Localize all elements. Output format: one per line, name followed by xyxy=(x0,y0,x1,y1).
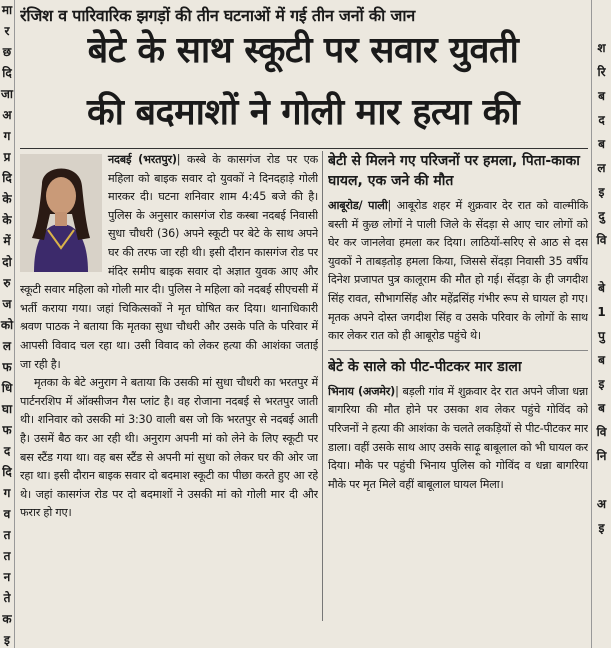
left-strip-char: जा xyxy=(0,87,13,101)
portrait-image xyxy=(20,154,102,272)
left-strip-char: ग xyxy=(3,129,11,143)
right-strip-char: इ xyxy=(598,377,605,391)
story2-text: आबूरोड शहर में शुक्रवार देर रात को वाल्मीकि बस्ती में कुछ लोगों ने पाली जिले के सेंदड़ा से आए चार लोगों को घेर कर जानलेवा हमला कर दिया। लाठियों-सरिए से आठ से दस युवकों ने ताबड़तोड़ हमला किया, जिससे सेंदड़ा निवासी 35 वर्षीय दिनेश प्रजापत पुत्र कालूराम की मौत हो गई। सेंदड़ा के ही जगदीश सिंह रावत, सौभागसिंह और महेंद्रसिंह गंभीर रूप से घायल हो गए। मृतक अपने दोस्त जगदीश सिंह व उसके परिवार के लोगों के साथ कार लेकर रात को ही आबूरोड पहुंचे थे। xyxy=(328,199,588,343)
right-strip-char: बे xyxy=(598,281,605,295)
column-divider xyxy=(322,151,323,621)
left-strip-char: न xyxy=(3,570,11,584)
left-strip-char: द xyxy=(3,444,11,458)
headline-line-2: की बदमाशों ने गोली मार हत्या की xyxy=(86,92,520,133)
right-strip-char: ब xyxy=(598,137,605,151)
right-strip-char: नि xyxy=(596,449,607,463)
left-strip-char: फ xyxy=(2,423,12,437)
kicker-line: रंजिश व पारिवारिक झगड़ों की तीन घटनाओं में गई तीन जनों की जान xyxy=(20,6,415,25)
left-strip-char: के xyxy=(2,213,12,227)
left-strip-char: ग xyxy=(3,486,11,500)
left-strip-char: व xyxy=(3,507,11,521)
headline-line-1: बेटे के साथ स्कूटी पर सवार युवती xyxy=(87,30,519,71)
left-strip-char: त xyxy=(3,549,11,563)
main-story-dateline: नदबई (भरतपुर) xyxy=(108,153,177,166)
right-strip-char: ल xyxy=(597,161,606,175)
story2-dateline: आबूरोड/ पाली xyxy=(328,199,388,212)
right-strip-char: वि xyxy=(596,425,607,439)
right-strip-char: द xyxy=(598,113,605,127)
left-strip-char: दि xyxy=(2,66,12,80)
right-strip-char: दु xyxy=(598,209,605,223)
right-strip-char xyxy=(592,468,611,492)
right-strip-char: श xyxy=(597,41,606,55)
left-strip-char: इ xyxy=(4,633,10,647)
left-strip-char: ते xyxy=(3,591,11,605)
right-strip-char: पु xyxy=(598,329,605,343)
right-strip-char: इ xyxy=(598,185,605,199)
main-story: नदबई (भरतपुर)| कस्बे के कासगंज रोड पर एक महिला को बाइक सवार दो युवकों ने दिनदहाड़े गोली मारकर दी। घटना शनिवार शाम 4:45 बजे की है। पुलिस के अनुसार कासगंज रोड कस्बा नदबई निवासी सुधा चौधरी (36) अपने स्कूटी पर बेटे के साथ अपने घर की तरफ जा रही थी। इसी दौरान कासगंज रोड पर मंदिर समीप बाइक सवार दो अज्ञात युवक आए और स्कूटी सवार महिला को गोली मार दी। पुलिस ने महिला को नदबई सीएचसी में भर्ती कराया गया। जहां चिकित्सकों ने मृत घोषित कर दिया। थानाधिकारी श्रवण पाठक ने बताया कि मृतका सुधा चौधरी और उसके पति के परिवार में आपसी विवाद चल रहा था। उसी विवाद को लेकर हत्या की आशंका जताई जा रही है। मृतका के बेटे अनुराग ने बताया कि उसकी मां सुधा चौधरी का भरतपुर में पार्टनरशिप में ऑक्सीजन गैस प्लांट है। वह रोजाना नदबई से भरतपुर जाती थी। शनिवार को उसकी मां 3:30 वाली बस जो कि भरतपुर से नदबई आती है। उसमें बैठ कर आ रही थी। अनुराग अपनी मां को लेने के लिए स्कूटी पर बस स्टैंड गया था। वह बस स्टैंड से अपनी मां सुधा को लेकर घर की ओर जा रहा था। इसी दौरान बाइक सवार दो बदमाश स्कूटी का पीछा करते हुए आ रहे थे। जहां कासगंज रोड पर दो बदमाशों ने उसकी मां को गोली मार दी और फरार हो गए। xyxy=(20,151,318,623)
left-strip-char: छ xyxy=(2,45,12,59)
headline-rule xyxy=(20,148,588,149)
victim-photo xyxy=(20,154,102,272)
left-strip-char: घा xyxy=(1,402,13,416)
right-strip-char: अ xyxy=(596,497,607,511)
left-strip-char: त xyxy=(3,528,11,542)
story2-headline: बेटी से मिलने गए परिजनों पर हमला, पिता-काका घायल, एक जने की मौत xyxy=(328,153,580,189)
story-separator xyxy=(328,350,588,351)
left-strip-char: ल xyxy=(2,339,12,353)
left-strip-char: में xyxy=(3,234,11,248)
story3-dateline: भिनाय (अजमेर) xyxy=(328,384,396,398)
right-strip-char: वि xyxy=(596,233,607,247)
left-strip-char: अ xyxy=(2,108,12,122)
right-strip-char: इ xyxy=(598,521,605,535)
adjacent-column-right xyxy=(591,0,611,648)
story3-text: बड़ली गांव में शुक्रवार देर रात अपने जीजा धन्ना बागरिया की मौत होने पर उसका शव लेकर पहुंचे गोविंद को परिजनों ने हत्या की आशंका के चलते लकड़ियों से पीट-पीटकर मार डाला। वहीं उसके साथ आए उसके साढ़ू बाबूलाल को भी घायल कर दिया। मौके पर पहुंची भिनाय पुलिस को गोविंद व धन्ना बागरिया मौके पर मृत मिले वहीं बाबूलाल घायल मिला। xyxy=(328,384,588,491)
side-stories xyxy=(328,151,588,621)
story3-headline: बेटे के साले को पीट-पीटकर मार डाला xyxy=(328,358,522,375)
left-strip-char: के xyxy=(2,192,12,206)
left-strip-char: मा xyxy=(1,3,13,17)
story3-body: भिनाय (अजमेर)| बड़ली गांव में शुक्रवार देर रात अपने जीजा धन्ना बागरिया की मौत होने पर उसका शव लेकर पहुंचे गोविंद को परिजनों ने हत्या की आशंका के चलते लकड़ियों से पीट-पीटकर मार डाला। वहीं उसके साथ आए उसके साढ़ू बाबूलाल को भी घायल कर दिया। मौके पर पहुंची भिनाय पुलिस को गोविंद व धन्ना बागरिया मौके पर मृत मिले वहीं बाबूलाल घायल मिला। xyxy=(328,384,588,491)
right-strip-char xyxy=(592,252,611,276)
story2-body: आबूरोड/ पाली| आबूरोड शहर में शुक्रवार देर रात को वाल्मीकि बस्ती में कुछ लोगों ने पाली जिले के सेंदड़ा से आए चार लोगों को घेर कर जानलेवा हमला कर दिया। लाठियों-सरिए से आठ से दस युवकों ने ताबड़तोड़ हमला किया, जिससे सेंदड़ा निवासी 35 वर्षीय दिनेश प्रजापत पुत्र कालूराम की मौत हो गई। सेंदड़ा के ही जगदीश सिंह रावत, सौभागसिंह और महेंद्रसिंह गंभीर रूप से घायल हो गए। मृतक अपने दोस्त जगदीश सिंह व उसके परिवार के लोगों के साथ कार लेकर रात को ही आबूरोड पहुंचे थे। xyxy=(328,199,588,343)
left-strip-char: ज xyxy=(2,297,12,311)
left-strip-char: दो xyxy=(2,255,12,269)
main-story-para-2: मृतका के बेटे अनुराग ने बताया कि उसकी मां सुधा चौधरी का भरतपुर में पार्टनरशिप में ऑक्सीजन गैस प्लांट है। वह रोजाना नदबई से भरतपुर जाती थी। शनिवार को उसकी मां 3:30 वाली बस जो कि भरतपुर से नदबई आती है। उसमें बैठ कर आ रही थी। अनुराग अपनी मां को लेने के लिए स्कूटी पर बस स्टैंड गया था। वह बस स्टैंड से अपनी मां सुधा को लेकर घर की ओर जा रहा था। इसी दौरान बाइक सवार दो बदमाश स्कूटी का पीछा करते हुए आ रहे थे। जहां कासगंज रोड पर दो बदमाशों ने उसकी मां को गोली मार दी और फरार हो गए। xyxy=(20,376,318,520)
adjacent-column-left xyxy=(0,0,15,648)
left-strip-char: दि xyxy=(2,465,12,479)
left-strip-char: र xyxy=(4,24,10,38)
left-strip-char: दि xyxy=(2,171,12,185)
main-story-para-1: कस्बे के कासगंज रोड पर एक महिला को बाइक सवार दो युवकों ने दिनदहाड़े गोली मारकर दी। घटना शनिवार शाम 4:45 बजे की है। पुलिस के अनुसार कासगंज रोड कस्बा नदबई निवासी सुधा चौधरी (36) अपने स्कूटी पर बेटे के साथ अपने घर की तरफ जा रही थी। इसी दौरान कासगंज रोड पर मंदिर समीप बाइक सवार दो अज्ञात युवक आए और स्कूटी सवार महिला को गोली मार दी। पुलिस ने महिला को नदबई सीएचसी में भर्ती कराया गया। जहां चिकित्सकों ने मृत घोषित कर दिया। थानाधिकारी श्रवण पाठक ने बताया कि मृतका सुधा चौधरी और उसके पति के परिवार में आपसी विवाद चल रहा था। उसी विवाद को लेकर हत्या की आशंका जताई जा रही है। xyxy=(20,153,318,371)
right-strip-char: ब xyxy=(598,353,605,367)
left-strip-char: धि xyxy=(1,381,13,395)
right-strip-char: ब xyxy=(598,89,605,103)
left-strip-char: को xyxy=(0,318,14,332)
left-strip-char: प्र xyxy=(3,150,11,164)
left-strip-char: क xyxy=(2,612,12,626)
right-strip-char: रि xyxy=(597,65,606,79)
left-strip-char: रु xyxy=(3,276,11,290)
right-strip-char: 1 xyxy=(597,305,606,319)
right-strip-char: ब xyxy=(598,401,605,415)
left-strip-char: फ xyxy=(2,360,12,374)
